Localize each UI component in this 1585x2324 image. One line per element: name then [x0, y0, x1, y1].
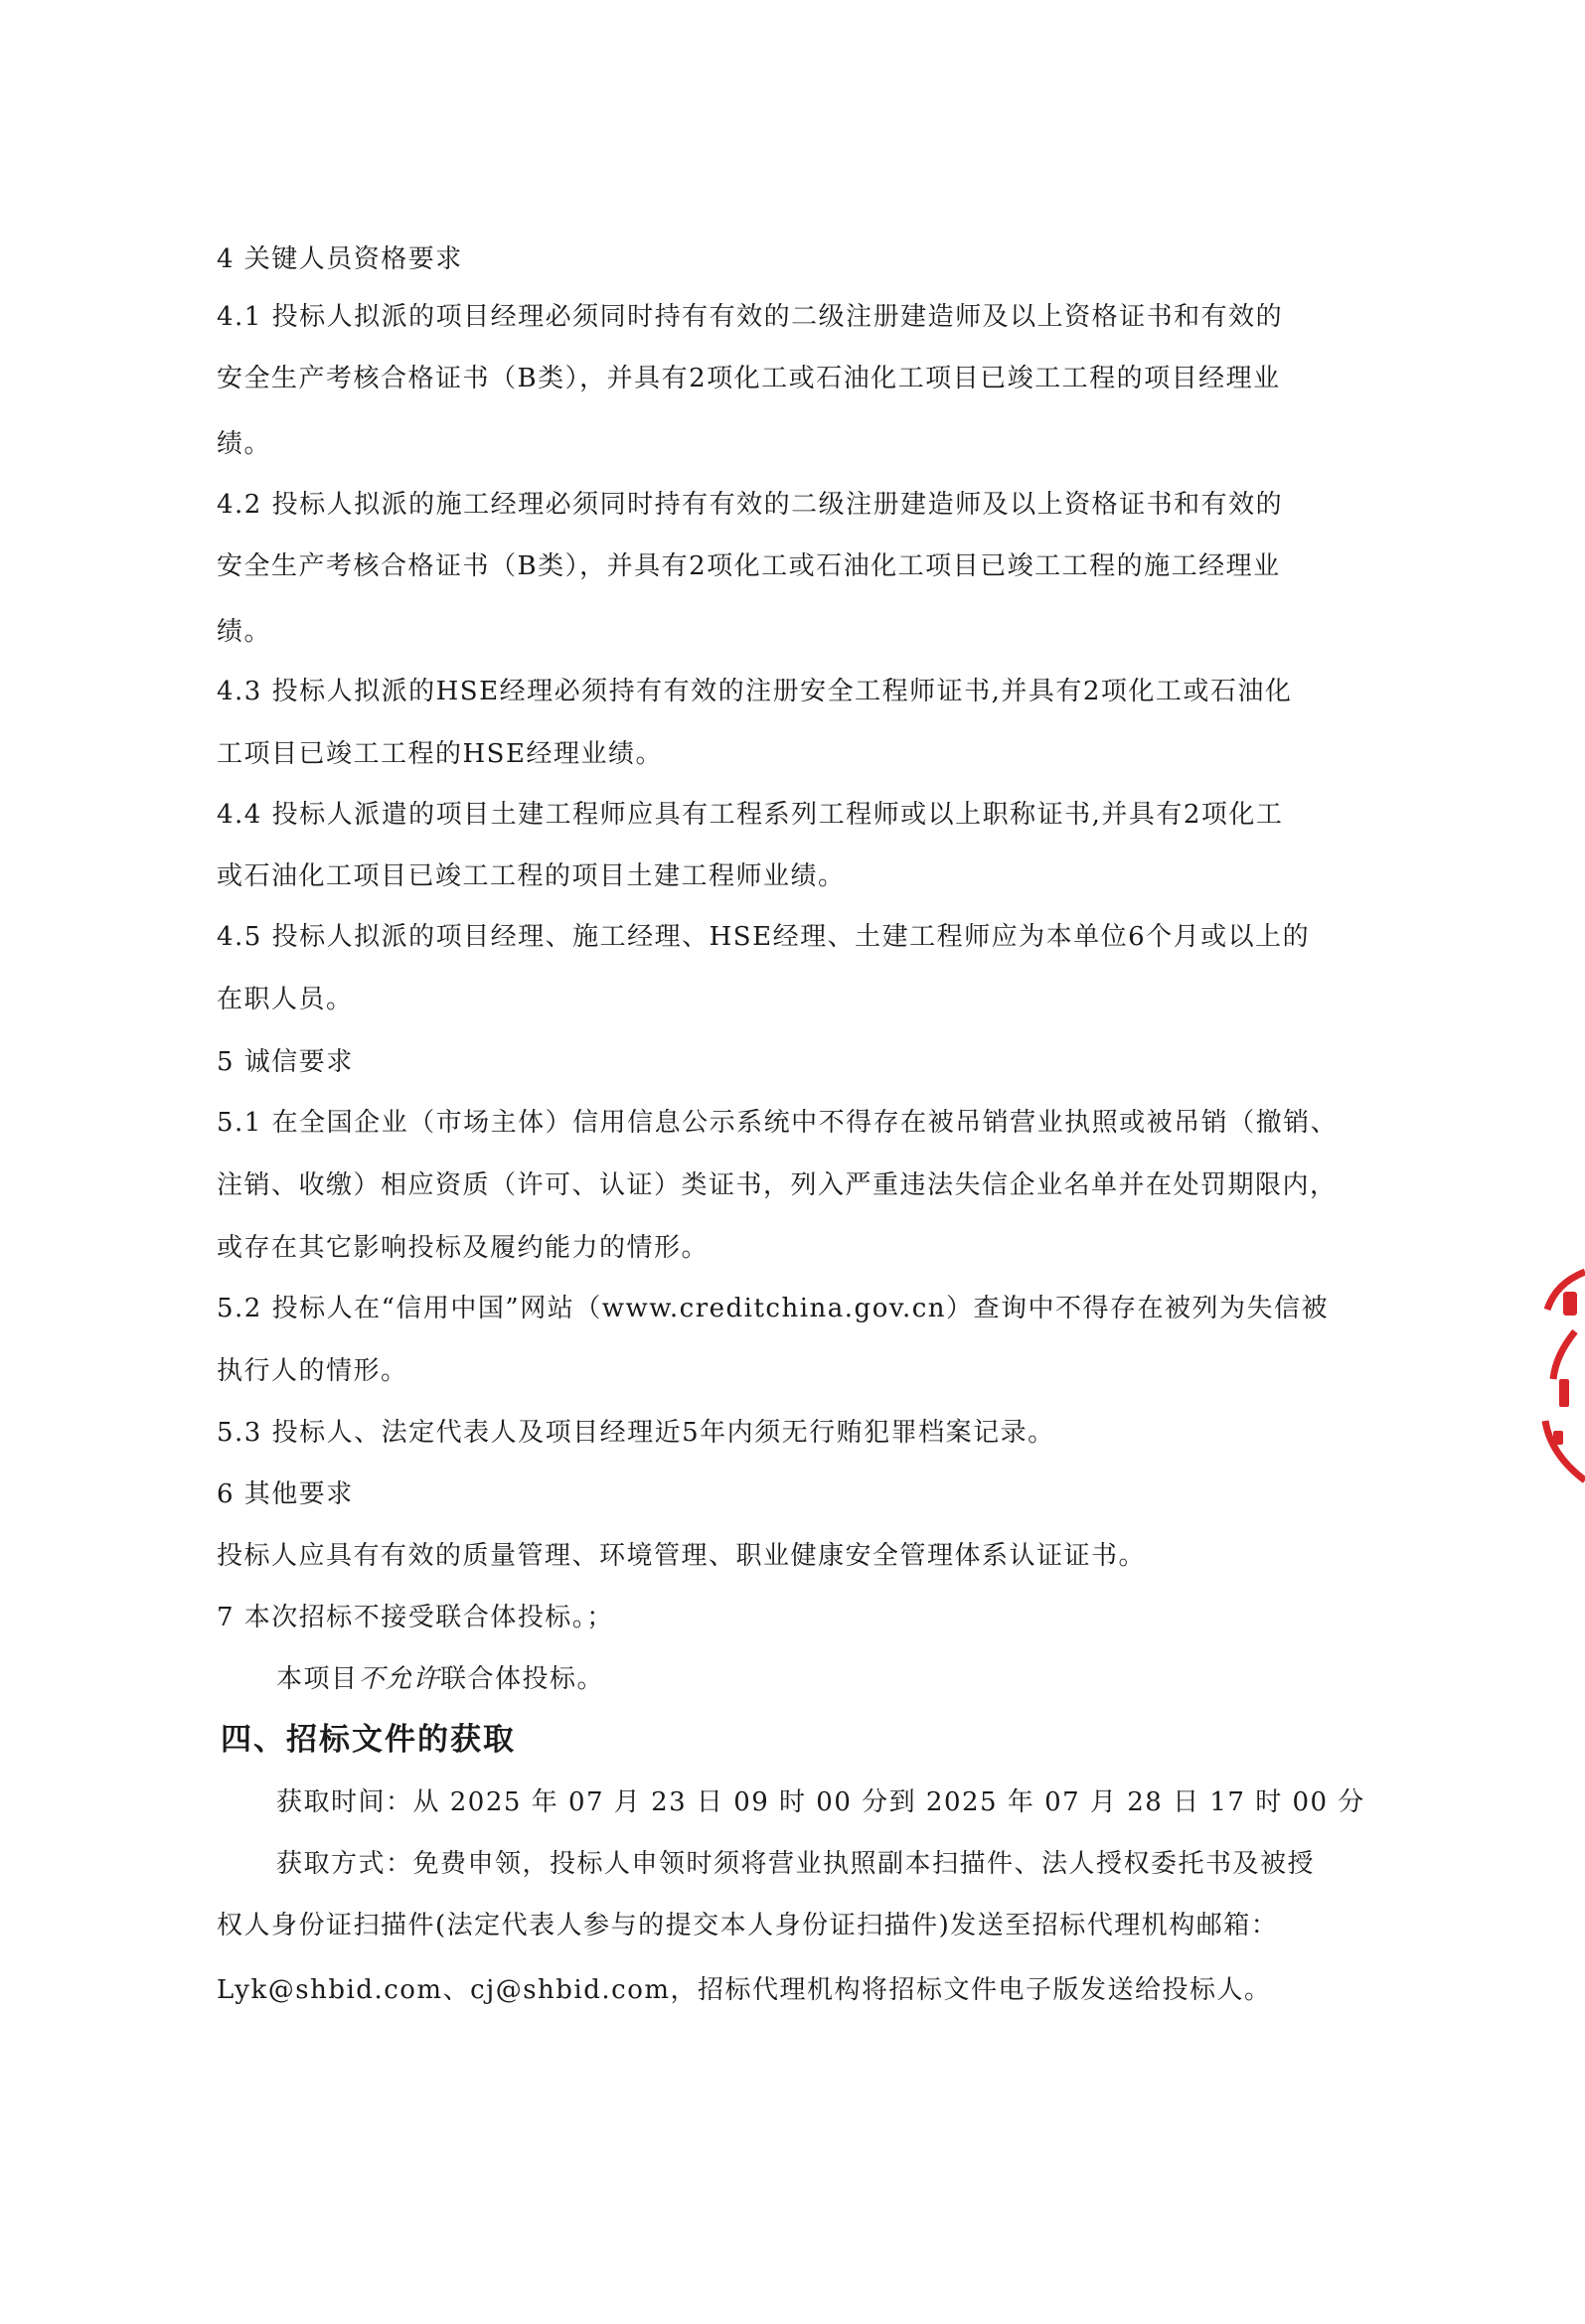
section-4-1-line-2: 安全生产考核合格证书（B类），并具有2项化工或石油化工项目已竣工工程的项目经理业 [217, 364, 1281, 393]
acquisition-method-line-3: Lyk@shbid.com、cj@shbid.com，招标代理机构将招标文件电子版发送给投标人。 [217, 1975, 1272, 2005]
acquisition-method-line-2: 权人身份证扫描件(法定代表人参与的提交本人身份证扫描件)发送至招标代理机构邮箱： [217, 1911, 1279, 1940]
section-4-3-line-1: 4.3 投标人拟派的HSE经理必须持有有效的注册安全工程师证书,并具有2项化工或石油化 [217, 677, 1293, 706]
section-6-line-1: 投标人应具有有效的质量管理、环境管理、职业健康安全管理体系认证证书。 [217, 1541, 1147, 1571]
acquisition-method-line-1: 获取方式：免费申领，投标人申领时须将营业执照副本扫描件、法人授权委托书及被授 [276, 1849, 1316, 1879]
section-4-5-line-1: 4.5 投标人拟派的项目经理、施工经理、HSE经理、土建工程师应为本单位6个月或以上的 [217, 922, 1311, 952]
section-5-title: 5 诚信要求 [217, 1047, 354, 1077]
section-7-suffix: 联合体投标。 [440, 1664, 605, 1694]
section-5-2-line-1: 5.2 投标人在“信用中国”网站（www.creditchina.gov.cn）查询中不得存在被列为失信被 [217, 1294, 1330, 1323]
section-4-4-line-2: 或石油化工项目已竣工工程的项目土建工程师业绩。 [217, 861, 846, 891]
section-4-2-line-2: 安全生产考核合格证书（B类），并具有2项化工或石油化工项目已竣工工程的施工经理业 [217, 551, 1281, 581]
section-5-3-line-1: 5.3 投标人、法定代表人及项目经理近5年内须无行贿犯罪档案记录。 [217, 1418, 1055, 1448]
section-7-italic: 不允许 [358, 1664, 441, 1694]
seal-icon [1535, 1262, 1585, 1490]
section-4-3-line-2: 工项目已竣工工程的HSE经理业绩。 [217, 739, 663, 769]
seal-arc-bottom [1545, 1421, 1585, 1480]
section-6-title: 6 其他要求 [217, 1479, 354, 1509]
section-4-2-line-3: 绩。 [217, 617, 272, 647]
section-7-title: 7 本次招标不接受联合体投标。； [217, 1603, 614, 1632]
section-4-title: 4 关键人员资格要求 [217, 244, 463, 274]
section-7-line-1 [276, 1662, 604, 1696]
section-5-1-line-3: 或存在其它影响投标及履约能力的情形。 [217, 1233, 710, 1263]
section-5-1-line-2: 注销、收缴）相应资质（许可、认证）类证书，列入严重违法失信企业名单并在处罚期限内， [217, 1170, 1338, 1200]
section-4-5-line-2: 在职人员。 [217, 985, 354, 1014]
part-4-heading: 四、招标文件的获取 [221, 1722, 516, 1758]
section-4-1-line-3: 绩。 [217, 429, 272, 459]
section-4-4-line-1: 4.4 投标人派遣的项目土建工程师应具有工程系列工程师或以上职称证书,并具有2项化工 [217, 800, 1284, 830]
acquisition-time: 获取时间：从 2025 年 07 月 23 日 09 时 00 分到 2025 年 07 月 28 日 17 时 00 分 [276, 1787, 1365, 1817]
section-5-2-line-2: 执行人的情形。 [217, 1356, 408, 1386]
section-5-1-line-1: 5.1 在全国企业（市场主体）信用信息公示系统中不得存在被吊销营业执照或被吊销（撤销、 [217, 1108, 1339, 1138]
seal-char-block-3 [1553, 1431, 1563, 1445]
section-7-prefix: 本项目 [276, 1664, 359, 1694]
section-4-1-line-1: 4.1 投标人拟派的项目经理必须同时持有有效的二级注册建造师及以上资格证书和有效的 [217, 302, 1284, 332]
seal-arc-mid [1553, 1331, 1575, 1379]
seal-char-block-2 [1559, 1379, 1569, 1407]
section-4-2-line-1: 4.2 投标人拟派的施工经理必须同时持有有效的二级注册建造师及以上资格证书和有效的 [217, 490, 1284, 520]
seal-char-block-1 [1563, 1292, 1577, 1316]
red-seal-stamp [1535, 1262, 1585, 1490]
